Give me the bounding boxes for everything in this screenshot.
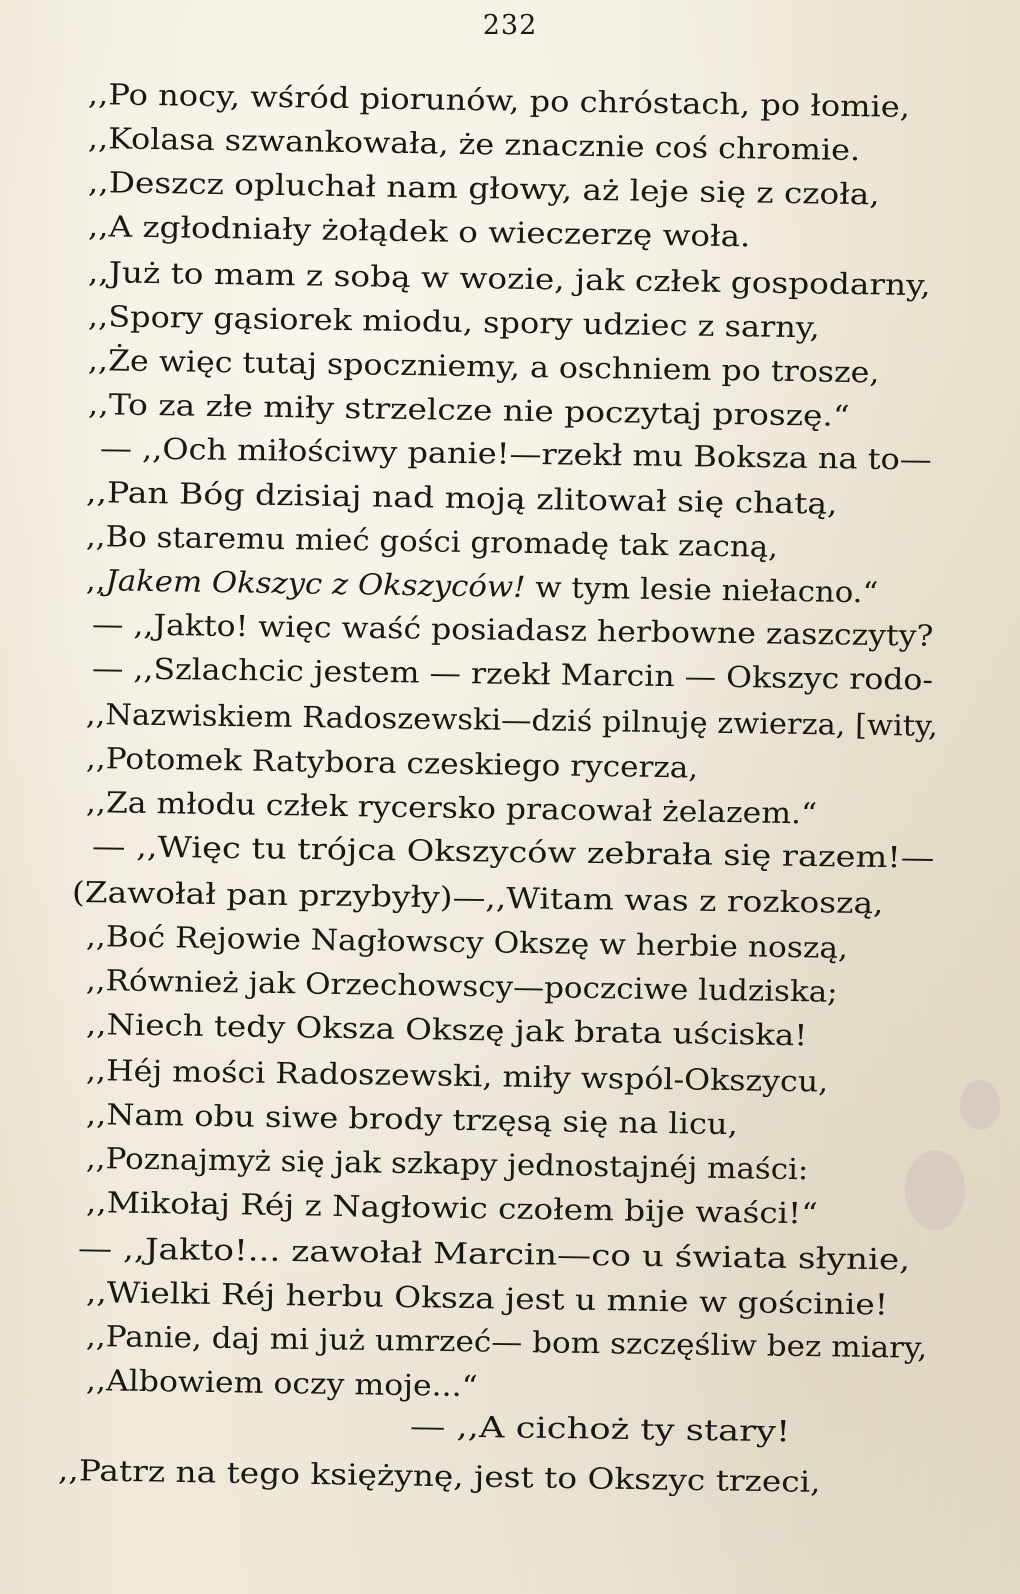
verse-line: ,,Kolasa szwankowała, że znacznie coś chromie. [87,121,861,168]
ink-stain [905,1150,965,1230]
verse-line: ,,Wielki Réj herbu Oksza jest u mnie w gościnie! [85,1275,889,1322]
verse-line: ,,Patrz na tego księżynę, jest to Okszyc trzeci, [57,1453,821,1499]
verse-line: — ,,Więc tu trójca Okszyców zebrała się razem!— [91,829,935,875]
verse-line: ,,Potomek Ratybora czeskiego rycerza, [85,741,699,785]
verse-line: ,,To za złe miły strzelcze nie poczytaj proszę.“ [87,387,850,433]
verse-line: ,,Mikołaj Réj z Nagłowic czołem bije waści!“ [85,1185,819,1231]
verse-line: ,,Że więc tutaj spoczniemy, a oschniem po trosze, [87,343,880,390]
verse-line: ,,A zgłodniały żołądek o wieczerzę woła. [87,209,751,254]
verse-line: — ,,Jakto!... zawołał Marcin—co u świata słynie, [77,1231,911,1277]
verse-line: — ,,Szlachcic jestem — rzekł Marcin — Okszyc rodo- [91,651,934,697]
verse-line: ,,Niech tedy Oksza Okszę jak brata uściska! [85,1007,808,1053]
verse-line: ,,Również jak Orzechowscy—poczciwe ludziska; [85,963,838,1009]
ink-stain [960,1080,1000,1130]
verse-line: ,,Już to mam z sobą w wozie, jak człek gospodarny, [87,255,931,303]
verse-line: ,,Panie, daj mi już umrzeć— bom szczęśliw bez miary, [85,1319,928,1365]
verse-line: — ,,Jakto! więc waść posiadasz herbowne zaszczyty? [91,607,934,653]
verse-line: ,,Spory gąsiorek miodu, spory udziec z sarny, [87,299,821,345]
verse-line: ,,Jakem Okszyc z Okszyców! w tym lesie niełacno.“ [85,563,879,610]
verse-line: ,,Poznajmyż się jak szkapy jednostajnéj maści: [85,1141,809,1187]
page-number: 232 [482,10,538,41]
verse-line: ,,Boć Rejowie Nagłowscy Okszę w herbie noszą, [85,919,849,965]
verse-line: ,,Za młodu człek rycersko pracował żelazem.“ [85,785,818,831]
verse-line: ,,Albowiem oczy moje...“ [85,1363,479,1404]
verse-line: (Zawołał pan przybyły)—,,Witam was z rozkoszą, [71,875,884,921]
verse-line: ,,Héj mości Radoszewski, miły wspól-Okszycu, [85,1053,829,1099]
verse-line: — ,,A cichoż ty stary! [409,1409,791,1449]
verse-line: ,,Bo staremu mieć gości gromadę tak zacną, [85,519,779,564]
verse-line: ,,Pan Bóg dzisiaj nad moją zlitował się chatą, [85,475,838,521]
verse-line: ,,Deszcz opluchał nam głowy, aż leje się z czoła, [87,165,881,212]
verse-line: ,,Nazwiskiem Radoszewski—dziś pilnuję zwierza, [wity, [85,697,939,743]
verse-line: — ,,Och miłościwy panie!—rzekł mu Boksza na to— [99,431,933,477]
verse-line: ,,Po nocy, wśród piorunów, po chróstach, po łomie, [87,77,911,124]
verse-line: ,,Nam obu siwe brody trzęsą się na licu, [85,1097,739,1142]
